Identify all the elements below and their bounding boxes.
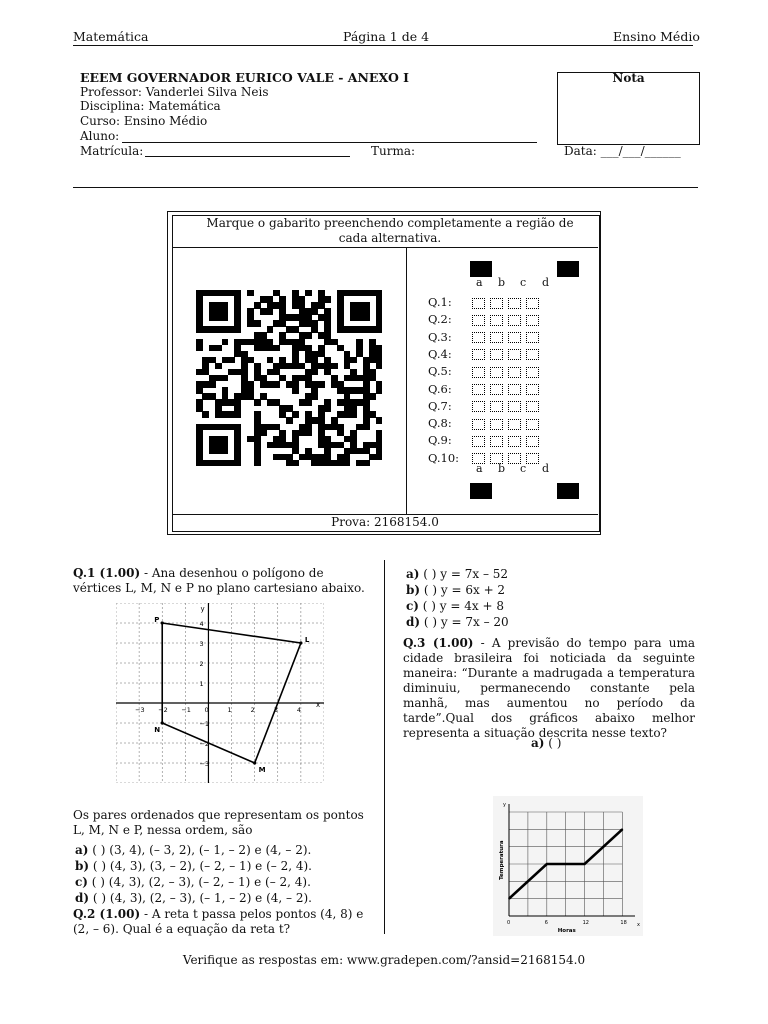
x-tick-label: 1 [227, 706, 232, 714]
question-number-label: Q.6: [428, 381, 452, 396]
y-axis-letter: y [503, 802, 506, 808]
option-text: ( ) (4, 3), (2, – 3), (– 1, – 2) e (4, – 2). [89, 891, 312, 905]
answer-bubble-c[interactable] [508, 367, 521, 378]
option-text: ( ) y = 6x + 2 [420, 583, 506, 597]
option-text: ( ) [544, 736, 562, 750]
option-letter: b) [75, 859, 90, 873]
answer-bubble-b[interactable] [490, 453, 503, 464]
question-3-title: Q.3 (1.00) [403, 636, 474, 650]
x-tick-label: −2 [158, 706, 168, 714]
option-letter: b) [406, 583, 421, 597]
answer-bubble-d[interactable] [526, 298, 539, 309]
answer-bubble-d[interactable] [526, 453, 539, 464]
bubble-row [428, 347, 544, 361]
question-2-statement: - A reta t passa pelos pontos (4, 8) e (2, – 6). Qual é a equação da reta t? [73, 907, 364, 936]
question-number-label: Q.1: [428, 295, 452, 309]
header-page-number: Página 1 de 4 [343, 29, 430, 44]
answer-bubble-d[interactable] [526, 315, 539, 326]
column-b-label: b [498, 276, 506, 289]
question-3-text [403, 636, 695, 741]
answer-bubble-a[interactable] [472, 436, 485, 447]
discipline: Disciplina: Matemática [80, 99, 221, 113]
answer-bubble-d[interactable] [526, 419, 539, 430]
footer-text: Verifique as respostas em: [182, 953, 347, 967]
column-d-label: d [542, 462, 550, 475]
x-tick-label: 6 [544, 920, 548, 926]
bubble-row [428, 330, 544, 344]
chart-background [493, 796, 643, 936]
answer-bubble-b[interactable] [490, 298, 503, 309]
column-d-label: d [542, 276, 550, 289]
bubble-row [428, 451, 544, 465]
bubble-row [428, 416, 544, 430]
answer-bubble-a[interactable] [472, 384, 485, 395]
question-1-option-c[interactable] [75, 874, 312, 890]
answer-bubble-b[interactable] [490, 332, 503, 343]
student-name-field[interactable] [122, 142, 537, 143]
x-tick-label: 2 [250, 706, 255, 714]
data-point [508, 898, 510, 900]
x-tick-label: −1 [181, 706, 191, 714]
column-c-label: c [520, 276, 527, 289]
answer-bubble-a[interactable] [472, 453, 485, 464]
x-axis-letter: x [637, 922, 640, 928]
question-number-label: Q.7: [428, 398, 452, 413]
bubble-row [428, 364, 544, 378]
answer-bubble-a[interactable] [472, 332, 485, 343]
bubble-row [428, 433, 544, 447]
option-letter: a) [531, 736, 545, 750]
header-subject: Matemática [73, 29, 149, 44]
answer-bubble-c[interactable] [508, 419, 521, 430]
answer-bubble-a[interactable] [472, 401, 485, 412]
question-number-label: Q.2: [428, 312, 452, 327]
question-3-option-a[interactable] [531, 735, 561, 751]
answers-link[interactable]: www.gradepen.com/?ansid=2168154.0 [346, 953, 586, 967]
y-tick-label: −2 [199, 740, 210, 748]
answer-bubble-c[interactable] [508, 384, 521, 395]
option-text: ( ) (3, 4), (– 3, 2), (– 1, – 2) e (4, – 2). [88, 843, 312, 857]
option-letter: c) [406, 599, 419, 613]
column-a-label: a [476, 276, 483, 289]
x-tick-label: 0 [507, 920, 511, 926]
question-2-option-c[interactable] [406, 598, 509, 614]
y-tick-label: 3 [199, 640, 204, 648]
class-label: Turma: [371, 144, 416, 158]
answer-bubble-b[interactable] [490, 419, 503, 430]
question-number-label: Q.8: [428, 416, 452, 431]
temperature-chart [493, 796, 643, 936]
answer-sheet-instruction: Marque o gabarito preenchendo completamente a região de cada alternativa. [206, 216, 574, 245]
question-number-label: Q.3: [428, 329, 452, 344]
answer-bubble-d[interactable] [526, 349, 539, 360]
answer-bubble-c[interactable] [508, 401, 521, 412]
column-divider [384, 560, 385, 934]
column-a-label: a [476, 462, 483, 475]
option-text: ( ) y = 4x + 8 [418, 599, 504, 613]
question-1-option-d[interactable] [75, 890, 312, 906]
bubble-row [428, 399, 544, 413]
vertex-label: P [154, 616, 160, 624]
answer-bubble-c[interactable] [508, 436, 521, 447]
question-3-statement: - A previsão do tempo para uma cidade brasileira foi noticiada da seguinte maneira: “Durante a madrugada a temperatura diminuiu, permanecendo constante pela manhã, mas aumentou no período da tarde”.Qual dos gráficos abaixo melhor representa a situação descrita nesse texto? [403, 636, 695, 740]
answer-bubble-d[interactable] [526, 367, 539, 378]
bubble-column-headers-top [476, 276, 564, 289]
grade-label: Nota [612, 71, 645, 85]
x-tick-label: −3 [135, 706, 145, 714]
y-tick-label: 4 [199, 620, 204, 628]
column-c-label: c [520, 462, 527, 475]
cartesian-plane-figure [116, 603, 324, 783]
alignment-mark-bottom-right [557, 483, 579, 499]
y-tick-label: 1 [199, 680, 204, 688]
question-number-label: Q.9: [428, 433, 452, 448]
data-point [584, 863, 586, 865]
vertex-label: N [154, 726, 161, 734]
answer-bubble-c[interactable] [508, 349, 521, 360]
answer-bubble-c[interactable] [508, 315, 521, 326]
header-rule [73, 45, 693, 46]
x-tick-label: 18 [620, 920, 627, 926]
answer-bubble-a[interactable] [472, 419, 485, 430]
x-axis-label: x [316, 701, 321, 709]
school-name: EEEM GOVERNADOR EURICO VALE - ANEXO I [80, 70, 410, 85]
vertex-label: L [304, 636, 310, 644]
question-2-options [406, 566, 509, 630]
question-1-option-b[interactable] [75, 858, 312, 874]
x-tick-label: 0 [204, 706, 209, 714]
y-tick-label: −3 [199, 760, 210, 768]
alignment-mark-top-right [557, 261, 579, 277]
option-letter: a) [75, 843, 89, 857]
bubble-row [428, 295, 544, 309]
answer-bubble-c[interactable] [508, 453, 521, 464]
vertex-p [161, 621, 164, 624]
x-tick-label: 4 [296, 706, 302, 714]
data-point [546, 863, 548, 865]
question-2-option-b[interactable] [406, 582, 509, 598]
question-1-statement: - Ana desenhou o polígono de vértices L, M, N e P no plano cartesiano abaixo. [73, 566, 365, 595]
option-text: ( ) y = 7x – 52 [419, 567, 509, 581]
answer-bubble-d[interactable] [526, 332, 539, 343]
question-2-option-a[interactable] [406, 566, 509, 582]
vertex-label: M [258, 766, 266, 774]
x-tick-label: 12 [582, 920, 589, 926]
answer-bubble-c[interactable] [508, 298, 521, 309]
alignment-mark-top-left [470, 261, 492, 277]
answer-bubble-b[interactable] [490, 315, 503, 326]
footer [0, 953, 768, 967]
question-number-label: Q.5: [428, 364, 452, 379]
question-2-option-d[interactable] [406, 614, 509, 630]
student-label: Aluno: [80, 129, 120, 143]
qr-code [196, 290, 382, 466]
option-letter: a) [406, 567, 420, 581]
answer-bubble-a[interactable] [472, 349, 485, 360]
answer-bubble-a[interactable] [472, 298, 485, 309]
y-axis-title: Temperatura [499, 840, 505, 880]
question-1-title: Q.1 (1.00) [73, 566, 141, 580]
answer-sheet-rule-top [172, 247, 598, 248]
bubble-row [428, 382, 544, 396]
vertex-n [161, 721, 164, 724]
answer-bubble-b[interactable] [490, 384, 503, 395]
question-2-text [73, 907, 369, 937]
vertex-m [253, 761, 256, 764]
answer-bubble-a[interactable] [472, 315, 485, 326]
option-letter: c) [75, 875, 88, 889]
answer-sheet-divider [406, 247, 407, 514]
option-text: ( ) y = 7x – 20 [420, 615, 509, 629]
answer-bubble-d[interactable] [526, 401, 539, 412]
exam-id: Prova: 2168154.0 [331, 515, 439, 529]
vertex-l [299, 641, 302, 644]
answer-bubble-d[interactable] [526, 384, 539, 395]
answer-bubble-b[interactable] [490, 401, 503, 412]
question-1-option-a[interactable] [75, 842, 312, 858]
data-point [622, 829, 624, 831]
header-level: Ensino Médio [613, 29, 700, 44]
grade-box [557, 72, 700, 145]
question-1-text [73, 566, 369, 596]
answer-bubble-b[interactable] [490, 436, 503, 447]
answer-bubble-d[interactable] [526, 436, 539, 447]
question-1-options [75, 842, 312, 906]
y-axis-label: y [200, 605, 205, 613]
question-1-followup: Os pares ordenados que representam os pontos L, M, N e P, nessa ordem, são [73, 808, 364, 837]
answer-bubble-b[interactable] [490, 367, 503, 378]
option-text: ( ) (4, 3), (2, – 3), (– 2, – 1) e (– 2, 4). [87, 875, 311, 889]
date-field[interactable]: Data: ___/___/______ [564, 144, 681, 158]
option-letter: d) [406, 615, 421, 629]
registration-label: Matrícula: [80, 144, 144, 158]
bubble-row [428, 312, 544, 326]
y-tick-label: −1 [199, 720, 210, 728]
answer-bubble-c[interactable] [508, 332, 521, 343]
answer-bubble-a[interactable] [472, 367, 485, 378]
course: Curso: Ensino Médio [80, 114, 208, 128]
x-axis-title: Horas [557, 928, 576, 934]
y-tick-label: 2 [199, 660, 204, 668]
alignment-mark-bottom-left [470, 483, 492, 499]
professor: Professor: Vanderlei Silva Neis [80, 85, 269, 99]
column-b-label: b [498, 462, 506, 475]
option-letter: d) [75, 891, 90, 905]
question-2-title: Q.2 (1.00) [73, 907, 141, 921]
question-number-label: Q.10: [428, 450, 460, 465]
section-divider [73, 187, 698, 188]
option-text: ( ) (4, 3), (3, – 2), (– 2, – 1) e (– 2, 4). [89, 859, 312, 873]
question-number-label: Q.4: [428, 346, 452, 361]
answer-bubble-b[interactable] [490, 349, 503, 360]
x-tick-label: 3 [273, 706, 278, 714]
registration-field[interactable] [145, 156, 350, 157]
